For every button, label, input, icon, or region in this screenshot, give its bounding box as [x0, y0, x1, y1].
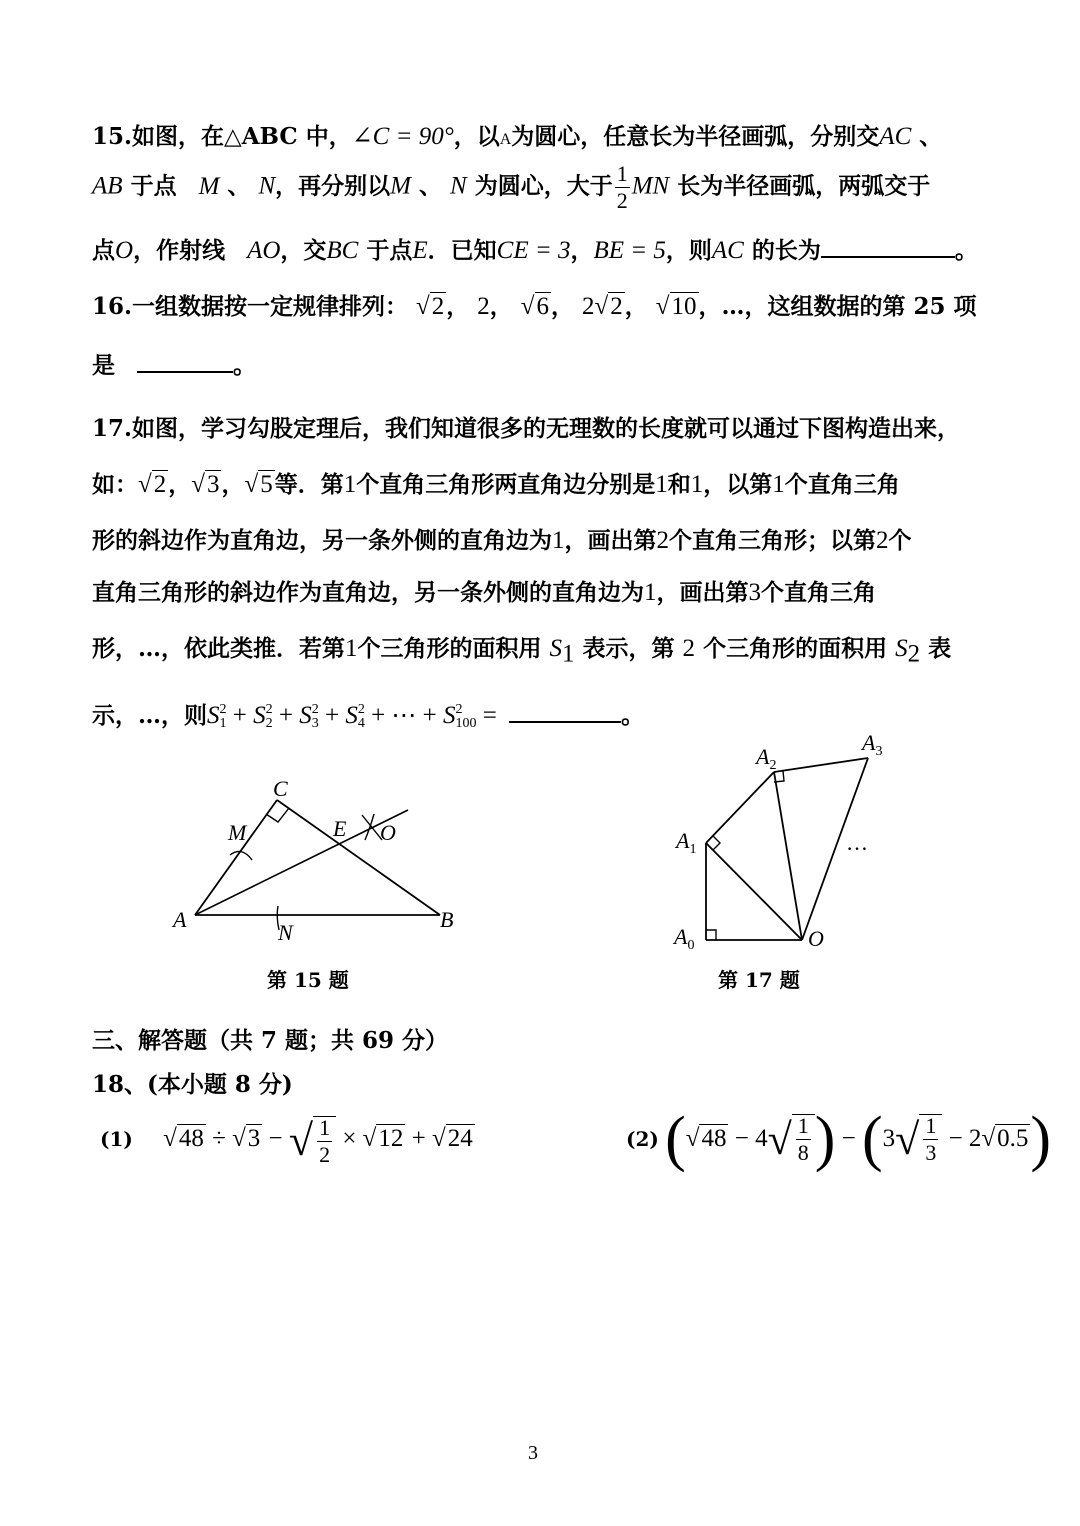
fig15-ray-ao [195, 810, 408, 915]
section-3-heading: 三、解答题（共 7 题；共 69 分） [92, 1027, 449, 1054]
sqrt-12: √12 [362, 1125, 404, 1153]
sqrt-10: √10 [655, 293, 697, 320]
q18-part-2: (2) (√48 − 4√ $\frac{1}{8}$ ) − (3√ $\frac{1}{3}$ − 2√0.5) [626, 1105, 1052, 1173]
sum-term-indices [266, 703, 273, 731]
fig17-right-angle-a0 [706, 930, 716, 940]
sum-term-indices [312, 703, 319, 731]
page-number: 3 [528, 1442, 538, 1464]
sum-of-squares [207, 702, 503, 729]
sum-term-s: S [299, 702, 312, 729]
sum-term-s: S [207, 702, 220, 729]
answer-blank-15 [821, 255, 955, 258]
sqrt-5-q17: √5 [244, 471, 273, 498]
q15-line-3: 点O，作射线 AO，交BC 于点E．已知CE = 3，BE = 5，则AC 的长为 。 [92, 237, 978, 264]
fig15-label-c: C [273, 776, 288, 801]
fig17-label-a0: $A_0$ [674, 924, 695, 950]
fig17-label-o: O [808, 926, 824, 950]
fig15-label-m: M [228, 820, 247, 845]
fig15-caption: 第 15 题 [267, 968, 349, 992]
q17-line-5: 形，…，依此类推．若第1个三角形的面积用 $S_1$ 表示，第 2 个三角形的面积用 $S_2$ 表 [92, 635, 952, 668]
fig17-label-a2: $A_2$ [756, 744, 777, 773]
fig17-a1-a2 [706, 772, 774, 843]
fig15-label-a: A [173, 907, 187, 932]
figure-17 [670, 730, 910, 950]
sum-term-op: + [318, 702, 346, 729]
sqrt-third: √ $\frac{1}{3}$ [895, 1124, 942, 1151]
q15-line-1: 15.如图，在△ABC 中，∠C = 90°，以A为圆心，任意长为半径画弧，分别交AC 、 [92, 123, 943, 150]
q16-line-1: 16.一组数据按一定规律排列： √2， 2， √6， 2√2， √10，…，这组数据的第 25 项 [92, 293, 977, 320]
sqrt-0-5: √0.5 [981, 1125, 1029, 1152]
sum-term-indices [456, 703, 477, 731]
sum-term-indices [220, 703, 227, 731]
sum-term-sub: 100 [455, 716, 477, 731]
sum-term-sub: 4 [357, 716, 365, 731]
fig15-label-b: B [440, 907, 454, 932]
q17-line-2: 如：√2，√3，√5等．第1个直角三角形两直角边分别是1和1，以第1个直角三角 [92, 471, 900, 498]
sum-term-sub: 2 [265, 716, 273, 731]
q15-line-2: AB 于点 M 、 N，再分别以M 、 N 为圆心，大于 $\frac{1}{2}$ MN 长为半径画弧，两弧交于 [92, 161, 931, 213]
sum-term-op: = [476, 702, 504, 729]
sum-term-sup: 2 [311, 702, 319, 717]
sqrt-3-q17: √3 [191, 471, 220, 498]
sqrt-6: √6 [520, 293, 550, 320]
answer-blank-16 [137, 370, 233, 373]
fig17-right-angle-a1 [713, 836, 720, 850]
sum-term-op: + [226, 702, 254, 729]
fig17-ellipsis: … [846, 830, 868, 855]
sum-term-s: S [443, 702, 456, 729]
fraction-half: $\frac{1}{2}$ [616, 161, 628, 213]
sum-term-sub: 3 [311, 716, 319, 731]
fig15-label-o: O [380, 820, 396, 845]
q17-line-3: 形的斜边作为直角边，另一条外侧的直角边为1，画出第2个直角三角形；以第2个 [92, 527, 912, 554]
sqrt-2: √2 [416, 293, 445, 320]
fig17-caption: 第 17 题 [718, 968, 800, 992]
fig15-side-cb [277, 800, 440, 915]
q17-line-6: 示，…，则S 2 1 + S 2 2 + S 2 3 + S 2 4 + ⋯ + S 2 100 = 。 [92, 702, 645, 731]
fig15-label-n: N [278, 920, 293, 945]
sum-term-s: S [345, 702, 358, 729]
fig15-label-e: E [333, 816, 347, 841]
sum-term-indices [358, 703, 365, 731]
fig17-label-a3: $A_3$ [862, 730, 883, 759]
sum-term-sup: 2 [455, 702, 463, 717]
fig17-a2-a3 [774, 758, 868, 772]
q18-part-1: (1) √48 ÷ √3 − √ $\frac{1}{2}$ × √12 + √24 [100, 1114, 473, 1167]
fig17-label-a1: $A_1$ [676, 828, 697, 857]
sqrt-48: √48 [163, 1125, 204, 1153]
sum-term-sub: 1 [219, 716, 227, 731]
q17-line-4: 直角三角形的斜边作为直角边，另一条外侧的直角边为1，画出第3个直角三角 [92, 579, 876, 606]
q18-title: 18、(本小题 8 分) [92, 1071, 293, 1098]
sqrt-24: √24 [432, 1125, 473, 1153]
figure-15 [160, 770, 490, 950]
sqrt-48-b: √48 [685, 1125, 727, 1152]
q17-line-1: 17.如图，学习勾股定理后，我们知道很多的无理数的长度就可以通过下图构造出来， [92, 415, 961, 442]
sqrt-eighth: √ $\frac{1}{8}$ [768, 1124, 815, 1151]
sum-term-s: S [253, 702, 266, 729]
answer-blank-17 [509, 720, 621, 723]
sum-term-op: + [272, 702, 300, 729]
sqrt-3: √3 [232, 1125, 261, 1153]
sum-term-sup: 2 [357, 702, 365, 717]
fig15-side-ac [195, 800, 277, 915]
sqrt-2b: √2 [594, 293, 623, 320]
sqrt-half: √ $\frac{1}{2}$ [289, 1125, 336, 1152]
q16-line-2: 是 。 [92, 352, 257, 379]
sum-term-sup: 2 [219, 702, 227, 717]
sum-term-sup: 2 [265, 702, 273, 717]
fig15-arc-m [230, 851, 252, 860]
sum-term-op: + ⋯ + [364, 702, 444, 729]
sqrt-2-q17: √2 [138, 471, 167, 498]
